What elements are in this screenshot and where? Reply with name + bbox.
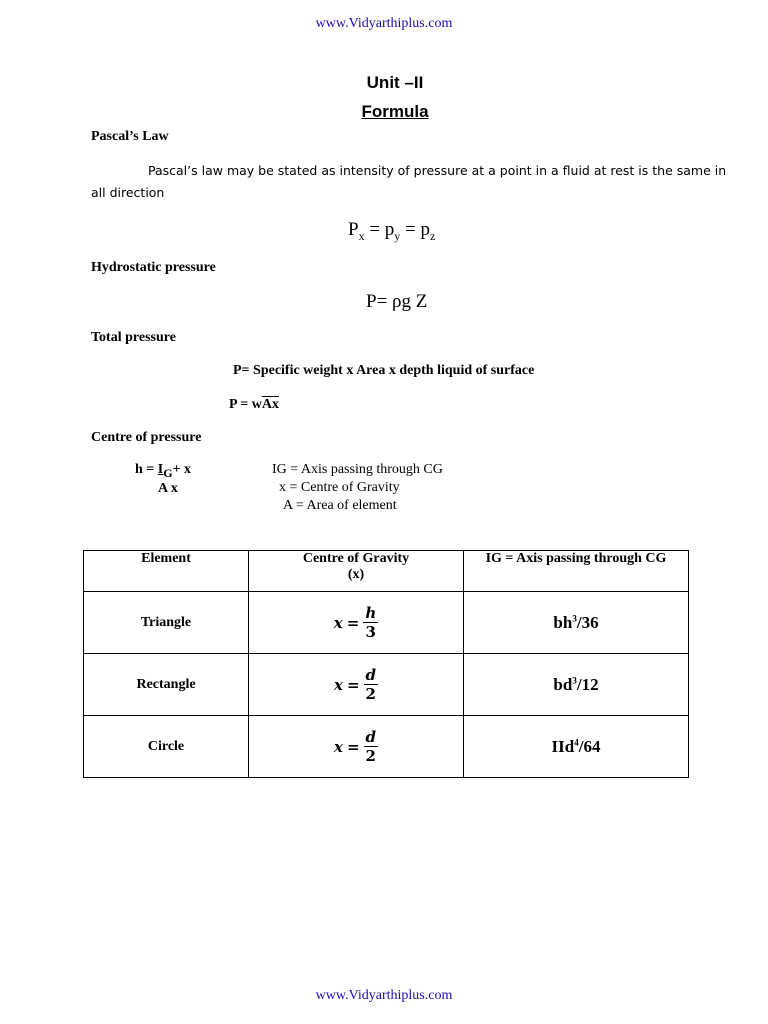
total-pressure-heading: Total pressure (91, 330, 176, 345)
table-header-row (84, 551, 689, 592)
element-cell: Triangle (84, 592, 249, 654)
moment-of-inertia-cell: $bd^3/12$ (464, 654, 689, 716)
footer-link[interactable]: www.Vidyarthiplus.com (315, 988, 453, 1003)
header-ig: IG = Axis passing through CG (464, 551, 689, 592)
pascal-equation: $P_x = p_y = p_z$ (348, 219, 436, 243)
moment-of-inertia-cell: $bh^3/36$ (464, 592, 689, 654)
moment-of-inertia-cell: IId$^4$/64 (464, 716, 689, 778)
hydrostatic-heading: Hydrostatic pressure (91, 260, 216, 275)
header-centre-of-gravity: Centre of Gravity (x) (249, 551, 464, 592)
table-row (84, 592, 689, 654)
pascal-heading: Pascal’s Law (91, 129, 169, 144)
total-pressure-equation: P= Specific weight x Area x depth liquid of surface (233, 363, 535, 378)
legend-a: A = Area of element (283, 498, 397, 513)
centroid-cell: x = $\frac{d}{2}$ (249, 716, 464, 778)
header-link[interactable]: www.Vidyarthiplus.com (315, 16, 453, 31)
table-row (84, 654, 689, 716)
pascal-text-line1: Pascal’s law may be stated as intensity of pressure at a point in a fluid at rest is the same in (148, 163, 727, 178)
centre-of-pressure-heading: Centre of pressure (91, 430, 202, 445)
centre-of-pressure-numerator: $h = I_G+ x$ (135, 462, 192, 480)
pascal-text-line2: all direction (91, 185, 165, 200)
unit-title: Unit –II (366, 73, 424, 92)
total-pressure-equation-short: P = wAx (229, 397, 279, 412)
element-cell: Circle (84, 716, 249, 778)
formula-title: Formula (361, 102, 429, 121)
legend-x: x = Centre of Gravity (279, 480, 400, 495)
header-element: Element (84, 551, 249, 592)
hydrostatic-equation: P= ρg Z (366, 291, 428, 312)
element-cell: Rectangle (84, 654, 249, 716)
centre-of-pressure-denominator: A x (158, 481, 178, 496)
centre-of-gravity-table (83, 550, 689, 778)
centroid-cell: x = $\frac{h}{3}$ (249, 592, 464, 654)
centroid-cell: x = $\frac{d}{2}$ (249, 654, 464, 716)
table-row (84, 716, 689, 778)
legend-ig: IG = Axis passing through CG (272, 462, 443, 477)
